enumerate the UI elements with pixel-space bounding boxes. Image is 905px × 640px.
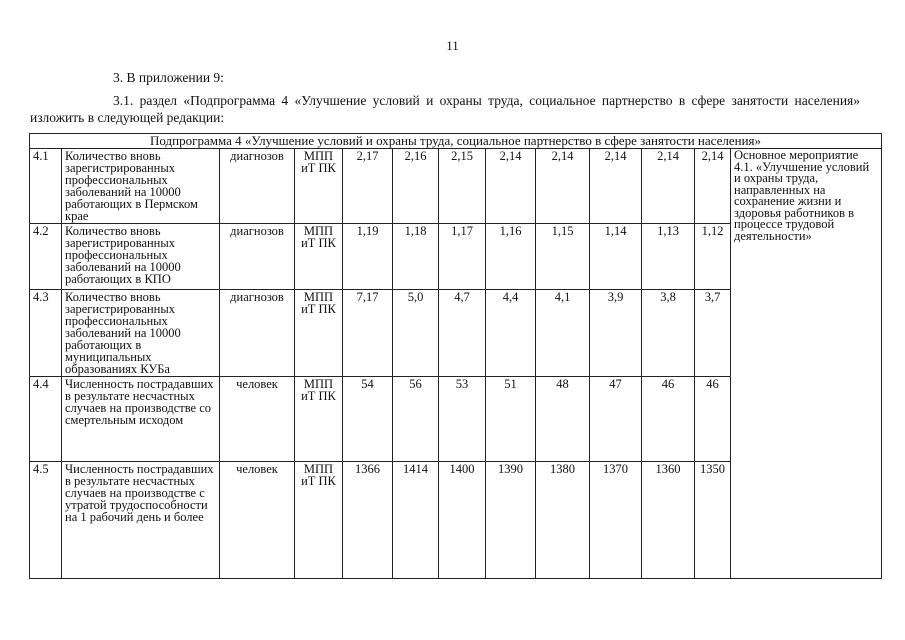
responsible-cell: МПП иТ ПК xyxy=(295,290,343,377)
row-number: 4.5 xyxy=(30,462,62,579)
value-cell: 2,14 xyxy=(590,149,642,224)
value-cell: 48 xyxy=(536,377,590,462)
value-cell: 1,16 xyxy=(486,224,536,290)
value-cell: 1366 xyxy=(343,462,393,579)
value-cell: 46 xyxy=(642,377,695,462)
value-cell: 1,15 xyxy=(536,224,590,290)
value-cell: 4,7 xyxy=(439,290,486,377)
value-cell: 2,15 xyxy=(439,149,486,224)
row-number: 4.4 xyxy=(30,377,62,462)
subprogram-table xyxy=(29,133,882,579)
responsible-cell: МПП иТ ПК xyxy=(295,224,343,290)
value-cell: 1414 xyxy=(393,462,439,579)
value-cell: 7,17 xyxy=(343,290,393,377)
value-cell: 1380 xyxy=(536,462,590,579)
value-cell: 1,14 xyxy=(590,224,642,290)
value-cell: 5,0 xyxy=(393,290,439,377)
value-cell: 1,17 xyxy=(439,224,486,290)
indicator-name: Количество вновь зарегистрированных профессиональных заболеваний на 10000 работающих в муниципальных образованиях КУБа xyxy=(62,290,220,377)
value-cell: 3,7 xyxy=(695,290,731,377)
value-cell: 46 xyxy=(695,377,731,462)
responsible-cell: МПП иТ ПК xyxy=(295,462,343,579)
value-cell: 2,14 xyxy=(536,149,590,224)
value-cell: 4,4 xyxy=(486,290,536,377)
value-cell: 53 xyxy=(439,377,486,462)
value-cell: 1,12 xyxy=(695,224,731,290)
subprogram-title: Подпрограмма 4 «Улучшение условий и охраны труда, социальное партнерство в сфере занятости населения» xyxy=(30,134,882,149)
main-activity-note: Основное мероприятие 4.1. «Улучшение условий и охраны труда, направленных на сохранение жизни и здоровья работников в процессе трудовой деятельности» xyxy=(731,149,882,579)
value-cell: 1,18 xyxy=(393,224,439,290)
value-cell: 3,9 xyxy=(590,290,642,377)
indicator-name: Численность пострадавших в результате несчастных случаев на производстве со смертельным исходом xyxy=(62,377,220,462)
unit-cell: человек xyxy=(220,377,295,462)
row-number: 4.3 xyxy=(30,290,62,377)
value-cell: 2,14 xyxy=(695,149,731,224)
value-cell: 4,1 xyxy=(536,290,590,377)
responsible-cell: МПП иТ ПК xyxy=(295,149,343,224)
unit-cell: диагнозов xyxy=(220,290,295,377)
value-cell: 1,19 xyxy=(343,224,393,290)
paragraph-appendix: 3. В приложении 9: xyxy=(113,70,224,85)
value-cell: 56 xyxy=(393,377,439,462)
unit-cell: человек xyxy=(220,462,295,579)
value-cell: 47 xyxy=(590,377,642,462)
value-cell: 51 xyxy=(486,377,536,462)
table-header-row xyxy=(30,134,882,149)
value-cell: 1360 xyxy=(642,462,695,579)
table-row xyxy=(30,149,882,224)
value-cell: 2,14 xyxy=(642,149,695,224)
value-cell: 2,16 xyxy=(393,149,439,224)
value-cell: 2,14 xyxy=(486,149,536,224)
row-number: 4.2 xyxy=(30,224,62,290)
indicator-name: Количество вновь зарегистрированных профессиональных заболеваний на 10000 работающих в Пермском крае xyxy=(62,149,220,224)
unit-cell: диагнозов xyxy=(220,224,295,290)
paragraph-section-edit: 3.1. раздел «Подпрограмма 4 «Улучшение условий и охраны труда, социальное партнерство в сфере занятости населения» изложить в следующей редакции: xyxy=(30,93,860,125)
row-number: 4.1 xyxy=(30,149,62,224)
value-cell: 3,8 xyxy=(642,290,695,377)
page-number: 11 xyxy=(446,38,459,53)
value-cell: 1390 xyxy=(486,462,536,579)
responsible-cell: МПП иТ ПК xyxy=(295,377,343,462)
value-cell: 54 xyxy=(343,377,393,462)
value-cell: 1350 xyxy=(695,462,731,579)
value-cell: 1400 xyxy=(439,462,486,579)
value-cell: 1,13 xyxy=(642,224,695,290)
indicator-name: Численность пострадавших в результате несчастных случаев на производстве с утратой трудоспособности на 1 рабочий день и более xyxy=(62,462,220,579)
value-cell: 2,17 xyxy=(343,149,393,224)
value-cell: 1370 xyxy=(590,462,642,579)
indicator-name: Количество вновь зарегистрированных профессиональных заболеваний на 10000 работающих в КПО xyxy=(62,224,220,290)
unit-cell: диагнозов xyxy=(220,149,295,224)
